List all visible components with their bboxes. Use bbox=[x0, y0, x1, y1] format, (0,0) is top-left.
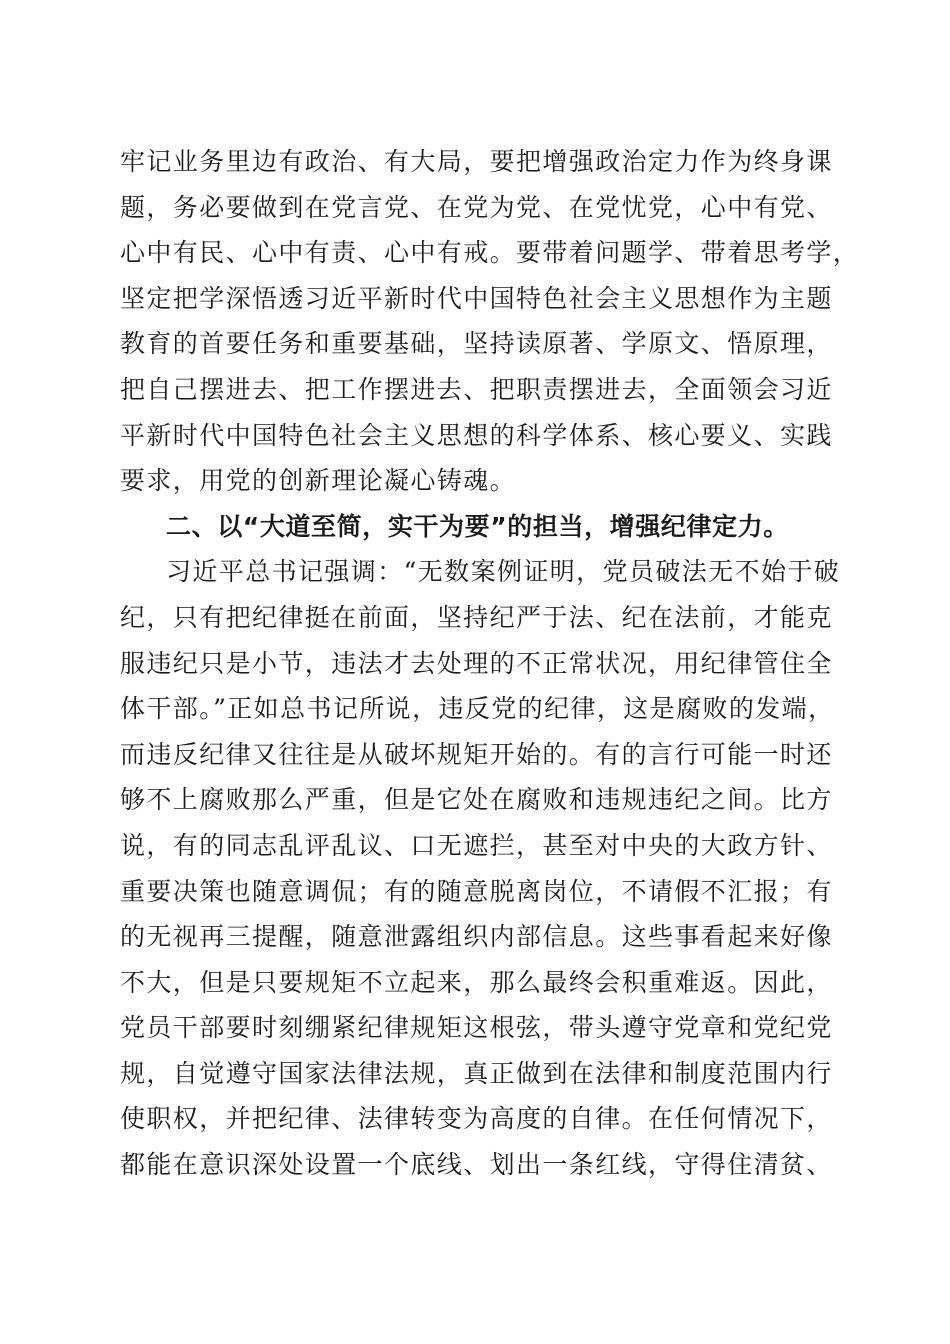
paragraph-line: 平新时代中国特色社会主义思想的科学体系、核心要义、实践 bbox=[120, 420, 833, 450]
paragraph-1 bbox=[120, 139, 860, 504]
paragraph-line: 而违反纪律又往往是从破坏规矩开始的。有的言行可能一时还 bbox=[120, 739, 833, 769]
paragraph-line: 题，务必要做到在党言党、在党为党、在党忧党，心中有党、 bbox=[120, 192, 833, 222]
paragraph-line: 重要决策也随意调侃；有的随意脱离岗位，不请假不汇报；有 bbox=[120, 876, 833, 906]
paragraph-line: 体干部。”正如总书记所说，违反党的纪律，这是腐败的发端， bbox=[120, 694, 835, 724]
paragraph-line: 说，有的同志乱评乱议、口无遮拦，甚至对中央的大政方针、 bbox=[120, 830, 833, 860]
paragraph-line: 把自己摆进去、把工作摆进去、把职责摆进去，全面领会习近 bbox=[120, 374, 833, 404]
section-heading: 二、以“大道至简，实干为要”的担当，增强纪律定力。 bbox=[166, 511, 789, 541]
paragraph-line: 都能在意识深处设置一个底线、划出一条红线，守得住清贫、 bbox=[120, 1150, 833, 1180]
paragraph-line: 牢记业务里边有政治、有大局，要把增强政治定力作为终身课 bbox=[120, 147, 833, 176]
paragraph-line: 坚定把学深悟透习近平新时代中国特色社会主义思想作为主题 bbox=[120, 283, 833, 313]
paragraph-line: 使职权，并把纪律、法律转变为高度的自律。在任何情况下， bbox=[120, 1104, 833, 1134]
paragraph-2 bbox=[120, 549, 841, 1187]
paragraph-line: 习近平总书记强调：“无数案例证明，党员破法无不始于破 bbox=[166, 557, 841, 587]
paragraph-line: 的无视再三提醒，随意泄露组织内部信息。这些事看起来好像 bbox=[120, 922, 833, 952]
paragraph-line: 不大，但是只要规矩不立起来，那么最终会积重难返。因此， bbox=[120, 967, 833, 997]
paragraph-line: 规，自觉遵守国家法律法规，真正做到在法律和制度范围内行 bbox=[120, 1058, 833, 1088]
paragraph-line: 教育的首要任务和重要基础，坚持读原著、学原文、悟原理， bbox=[120, 329, 833, 359]
paragraph-line: 够不上腐败那么严重，但是它处在腐败和违规违纪之间。比方 bbox=[120, 785, 833, 815]
paragraph-line: 要求，用党的创新理论凝心铸魂。 bbox=[120, 466, 517, 496]
paragraph-line: 党员干部要时刻绷紧纪律规矩这根弦，带头遵守党章和党纪党 bbox=[120, 1013, 833, 1043]
paragraph-line: 心中有民、心中有责、心中有戒。要带着问题学、带着思考学， bbox=[120, 238, 860, 268]
paragraph-line: 纪，只有把纪律挺在前面，坚持纪严于法、纪在法前，才能克 bbox=[120, 602, 833, 632]
document-body bbox=[120, 139, 860, 1188]
paragraph-line: 服违纪只是小节，违法才去处理的不正常状况，用纪律管住全 bbox=[120, 648, 833, 678]
